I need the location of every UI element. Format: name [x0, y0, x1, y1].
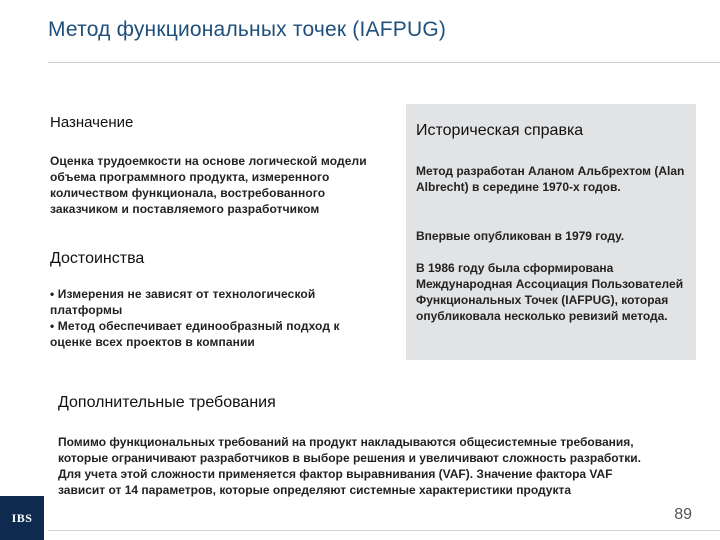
- advantage-item: • Метод обеспечивает единообразный подход к оценке всех проектов в компании: [50, 318, 370, 350]
- footer-divider: [48, 530, 720, 531]
- company-logo: IBS: [0, 496, 44, 540]
- purpose-heading: Назначение: [50, 114, 134, 131]
- extra-requirements-text: Помимо функциональных требований на продукт накладываются общесистемные требования, которые ограничивают разработчиков в выборе решения и увеличивают сложность разработки. Для учета этой сложности применяется фактор выравнивания (VAF). Значение фактора VAF зависит от 14 параметров, которые определяют системные характеристики продукта: [58, 435, 641, 497]
- page-number: 89: [674, 506, 692, 523]
- history-paragraph-1: Метод разработан Аланом Альбрехтом (Alan Albrecht) в середине 1970-х годов.: [416, 164, 685, 194]
- purpose-text: Оценка трудоемкости на основе логической модели объема программного продукта, измеренного количеством функционала, востребованного заказчиком и поставляемого разработчиком: [50, 154, 367, 216]
- advantage-item: • Измерения не зависят от технологической платформы: [50, 286, 370, 318]
- history-paragraph-3: В 1986 году была сформирована Международная Ассоциация Пользователей Функциональных Точек (IAFPUG), которая опубликовала несколько ревизий метода.: [416, 261, 684, 323]
- advantages-list: [50, 286, 370, 350]
- history-heading: Историческая справка: [416, 122, 584, 139]
- slide-title: Метод функциональных точек (IAFPUG): [48, 18, 447, 41]
- title-bar: [0, 0, 720, 62]
- history-paragraph-2: Впервые опубликован в 1979 году.: [416, 229, 625, 243]
- advantages-heading: Достоинства: [50, 250, 145, 267]
- extra-requirements-heading: Дополнительные требования: [58, 394, 276, 411]
- title-divider: [48, 62, 720, 63]
